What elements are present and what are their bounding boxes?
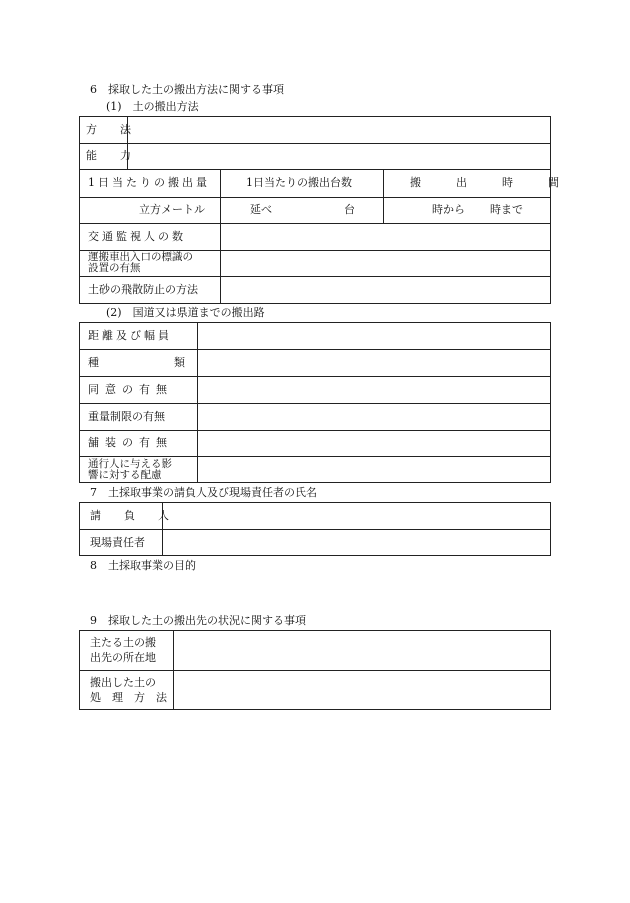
section-7-title: 7 土採取事業の請負人及び現場責任者の氏名 [90, 486, 317, 499]
site-manager-label: 現場責任者 [90, 535, 145, 549]
unit-trucks: 台 [344, 203, 355, 216]
route-paving-label: 舗装の有無 [88, 436, 173, 449]
route-consent-label: 同意の有無 [88, 382, 173, 396]
route-distance-label: 距離及び幅員 [88, 328, 172, 342]
destination-line-1: 主たる土の搬 [90, 636, 156, 649]
route-type-label-2: 類 [174, 355, 185, 369]
sign-label-line-2: 設置の有無 [88, 262, 141, 274]
traffic-monitors-label: 交通監視人の数 [88, 229, 186, 243]
route-paving-field[interactable] [198, 431, 550, 455]
disposal-label [90, 670, 167, 710]
disposal-line-1: 搬出した土の [90, 676, 156, 689]
route-type-label-1: 種 [88, 355, 99, 369]
method-label: 方 法 [86, 122, 137, 136]
capacity-field[interactable] [128, 144, 550, 168]
route-weight-label: 重量制限の有無 [88, 409, 165, 423]
contractor-field[interactable] [163, 503, 550, 528]
dust-prevention-label: 土砂の飛散防止の方法 [88, 283, 198, 296]
route-consent-field[interactable] [198, 377, 550, 402]
route-type-field[interactable] [198, 350, 550, 375]
unit-time-to: 時まで [490, 203, 523, 216]
unit-time-from: 時から [432, 203, 465, 216]
col-daily-trucks: 1日当たりの搬出台数 [246, 176, 352, 189]
site-manager-field[interactable] [163, 530, 550, 555]
destination-label [90, 630, 156, 670]
disposal-field[interactable] [174, 671, 550, 709]
unit-cubic-meters: 立方メートル [139, 203, 205, 216]
sign-field[interactable] [221, 251, 550, 275]
section-6-2-title: (2) 国道又は県道までの搬出路 [106, 306, 265, 319]
route-pedestrian-field[interactable] [198, 457, 550, 482]
capacity-label: 能 力 [86, 149, 137, 162]
method-field[interactable] [128, 117, 550, 142]
route-pedestrian-label [88, 456, 172, 483]
dust-prevention-field[interactable] [221, 277, 550, 303]
disposal-line-2: 処 理 方 法 [90, 691, 167, 704]
section-9-title: 9 採取した土の搬出先の状況に関する事項 [90, 614, 306, 627]
route-weight-field[interactable] [198, 404, 550, 429]
unit-total: 延べ [250, 203, 272, 216]
route-pedestrian-line-2: 響に対する配慮 [88, 468, 162, 481]
traffic-monitors-field[interactable] [221, 224, 550, 249]
contractor-label: 請 負 人 [90, 508, 175, 522]
col-daily-volume: 1日当たりの搬出量 [88, 176, 210, 189]
route-distance-field[interactable] [198, 323, 550, 348]
sign-label [88, 250, 193, 276]
sign-label-line-1: 運搬車出入口の標識の [88, 251, 193, 263]
route-pedestrian-line-1: 通行人に与える影 [88, 457, 172, 470]
section-8-title: 8 土採取事業の目的 [90, 559, 196, 572]
section-6-1-title: (1) 土の搬出方法 [106, 100, 199, 113]
destination-field[interactable] [174, 631, 550, 669]
destination-line-2: 出先の所在地 [90, 651, 156, 664]
section-6-title: 6 採取した土の搬出方法に関する事項 [90, 83, 284, 96]
purpose-field[interactable] [106, 576, 550, 610]
col-haul-time: 搬 出 時 間 [410, 176, 571, 189]
